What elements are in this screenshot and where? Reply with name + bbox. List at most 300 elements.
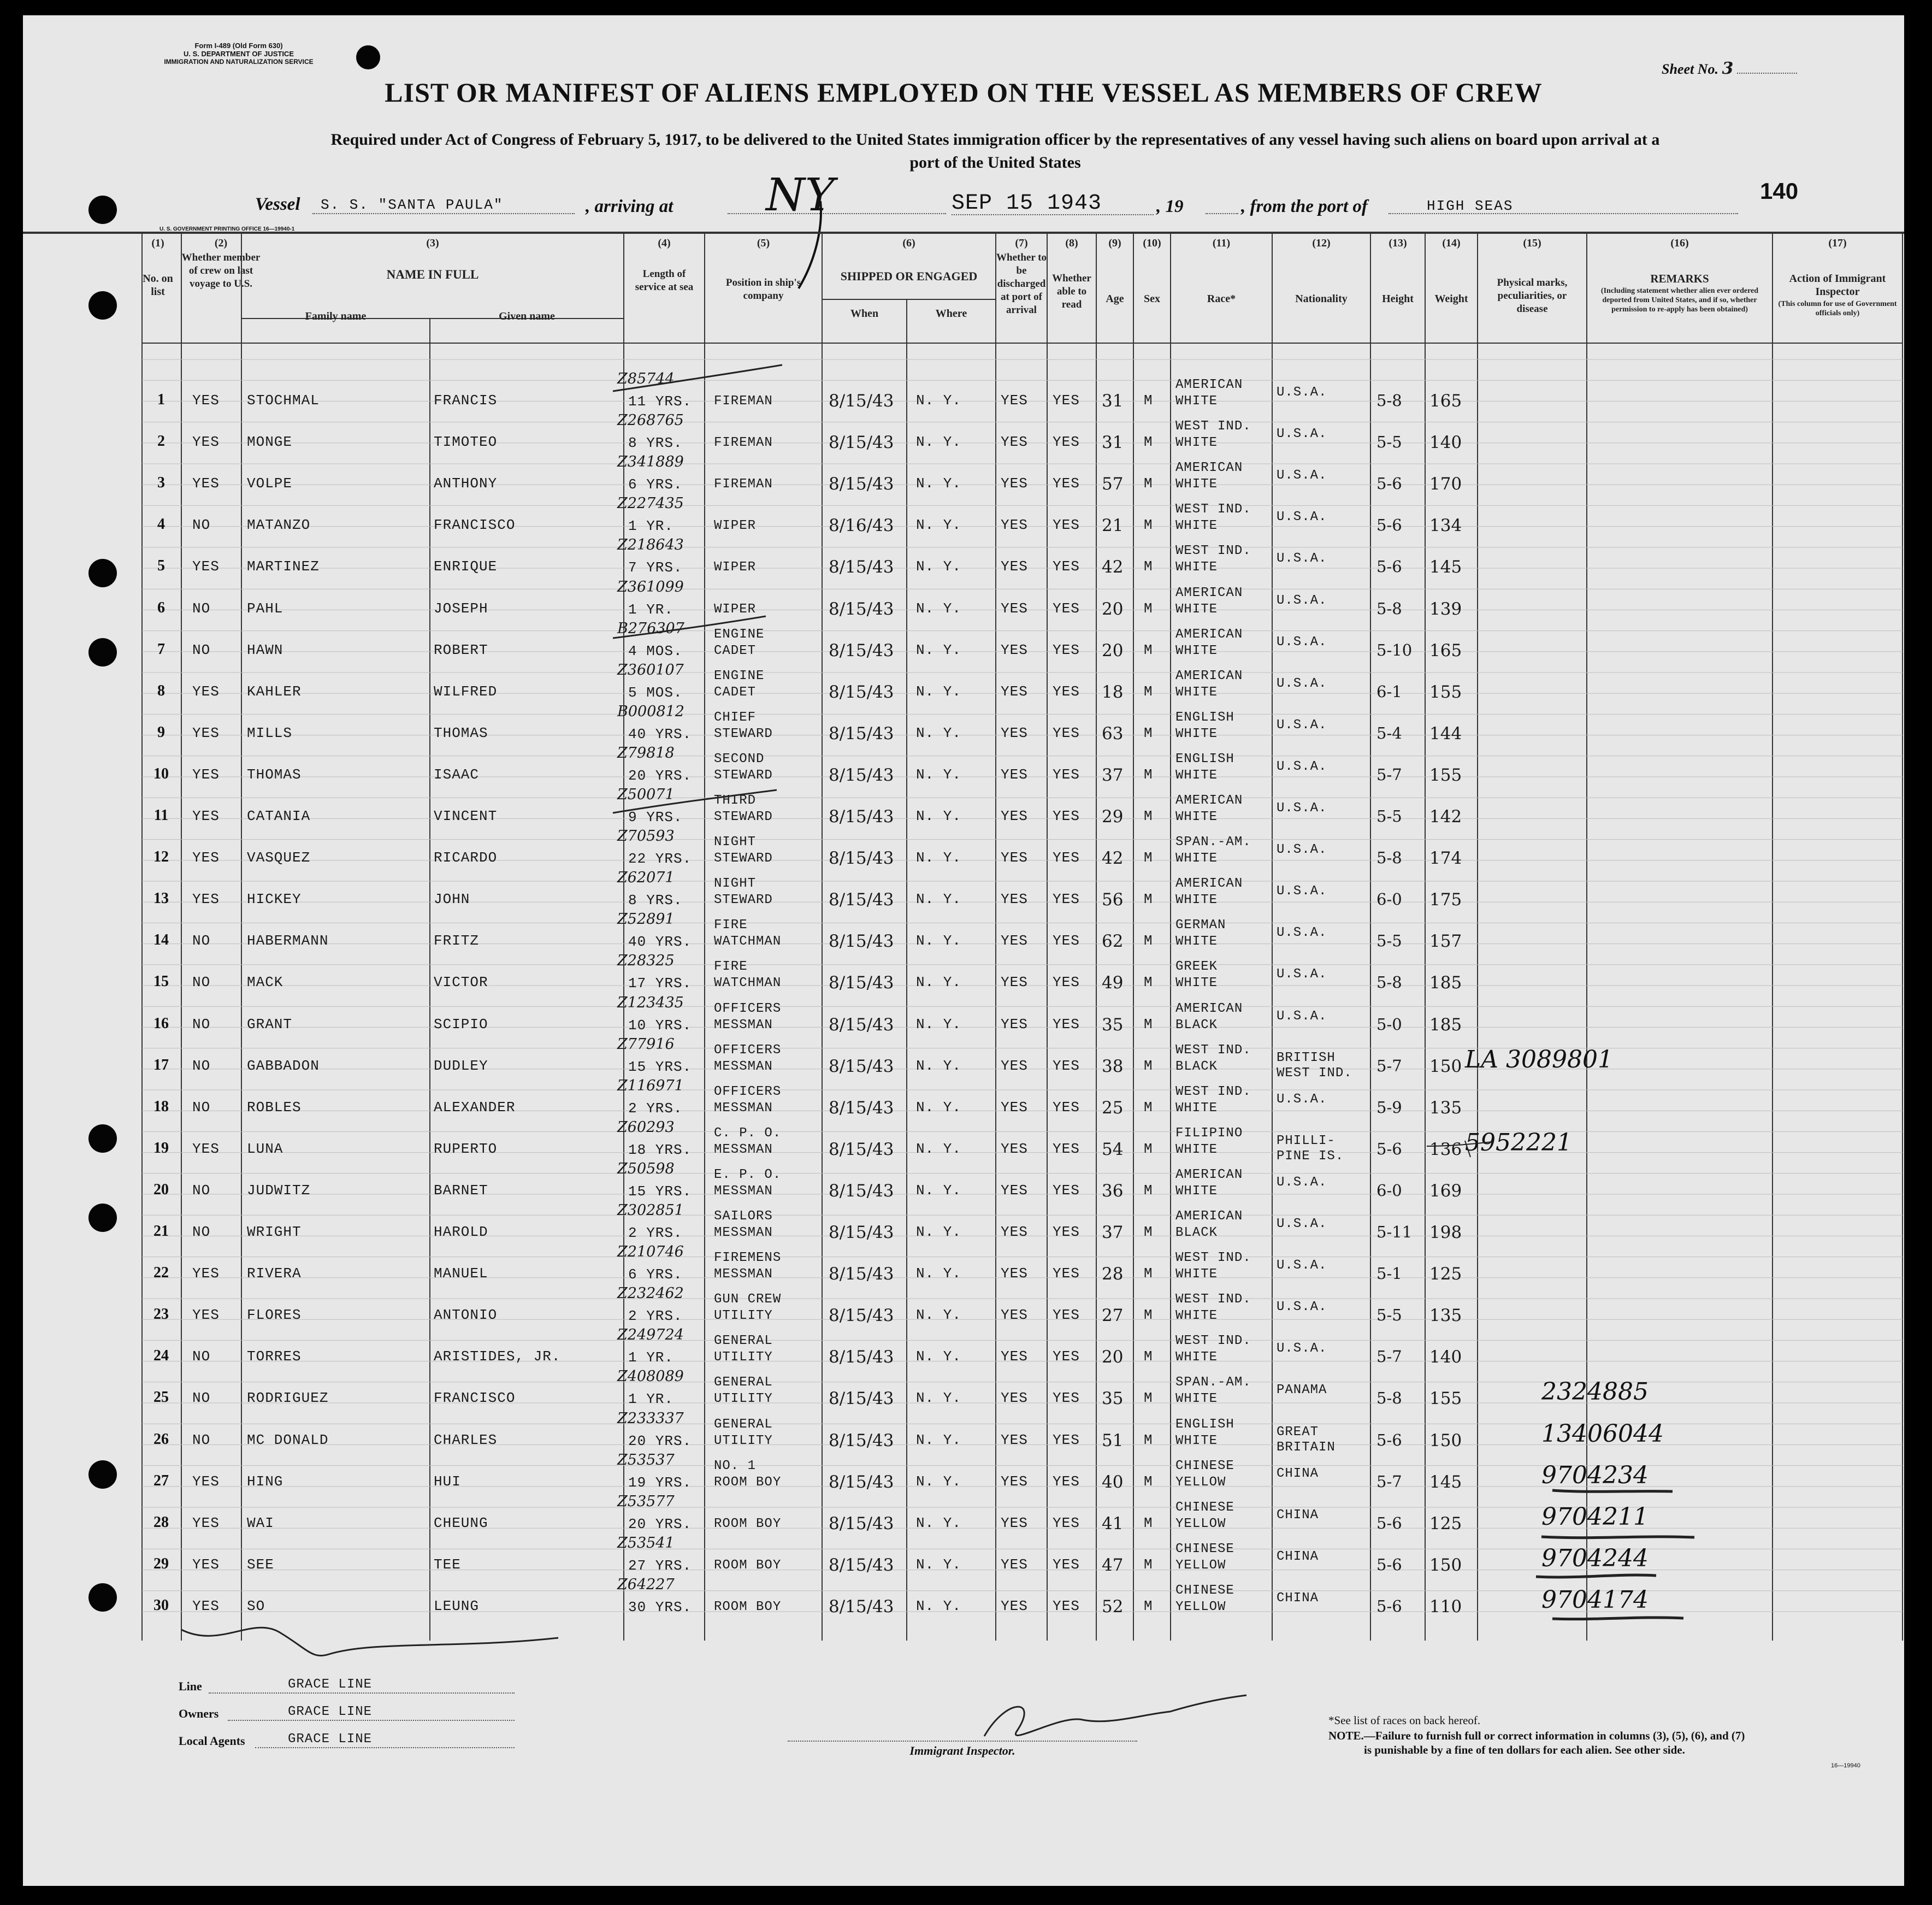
length-of-service: 40 YRS.: [628, 934, 692, 951]
nationality-line1: GREAT: [1277, 1424, 1319, 1440]
shipped-where: N. Y.: [916, 1431, 962, 1448]
given-name: CHARLES: [434, 1431, 498, 1448]
races-note: *See list of races on back hereof.: [1328, 1714, 1481, 1727]
given-name: FRANCISCO: [434, 1390, 516, 1407]
to-be-discharged: YES: [1001, 1057, 1028, 1074]
family-name: HABERMANN: [247, 933, 329, 949]
position-line2: WATCHMAN: [714, 976, 782, 991]
sex: M: [1144, 1016, 1153, 1033]
height: 5-11: [1376, 1223, 1413, 1241]
given-name: ROBERT: [434, 641, 488, 658]
position-line1: FIRE: [714, 918, 748, 933]
position-line2: MESSMAN: [714, 1267, 773, 1282]
given-name: CHEUNG: [434, 1514, 488, 1531]
nationality-line1: U.S.A.: [1277, 676, 1327, 691]
given-name: THOMAS: [434, 724, 488, 741]
height: 5-6: [1376, 1139, 1402, 1158]
position-line2: UTILITY: [714, 1308, 773, 1324]
local-agents-value: GRACE LINE: [288, 1732, 373, 1747]
race-line2: WHITE: [1175, 1350, 1218, 1365]
nationality-line1: CHINA: [1277, 1590, 1319, 1606]
row-number: 27: [153, 1472, 169, 1489]
shipped-when: 8/15/43: [829, 973, 894, 993]
to-be-discharged: YES: [1001, 558, 1028, 575]
length-of-service: 8 YRS.: [628, 435, 683, 452]
weight: 139: [1429, 599, 1462, 619]
race-line1: AMERICAN: [1175, 585, 1243, 600]
race-line2: WHITE: [1175, 768, 1218, 783]
able-to-read: YES: [1053, 1514, 1080, 1531]
sex: M: [1144, 1556, 1153, 1573]
position-line2: MESSMAN: [714, 1100, 773, 1116]
line-label: Line: [179, 1679, 202, 1693]
able-to-read: YES: [1053, 1057, 1080, 1074]
shipped-when: 8/15/43: [829, 433, 894, 453]
shipped-when: 8/15/43: [829, 1181, 894, 1201]
col1-number: (1): [151, 237, 164, 249]
shipped-when: 8/15/43: [829, 1015, 894, 1035]
nationality-line1: U.S.A.: [1277, 1217, 1327, 1231]
given-name: RUPERTO: [434, 1140, 498, 1157]
able-to-read: YES: [1053, 1348, 1080, 1365]
age: 20: [1102, 640, 1124, 660]
certificate-number: Z123435: [617, 994, 684, 1011]
shipped-where: N. Y.: [916, 392, 962, 409]
race-line2: BLACK: [1175, 1059, 1218, 1074]
position-line1: GUN CREW: [714, 1292, 782, 1307]
age: 40: [1102, 1472, 1124, 1492]
position-line1: NIGHT: [714, 835, 757, 850]
race-line2: WHITE: [1175, 518, 1218, 534]
race-line1: ENGLISH: [1175, 1417, 1234, 1432]
age: 42: [1102, 557, 1124, 577]
nationality-line1: U.S.A.: [1277, 551, 1327, 567]
given-name: ALEXANDER: [434, 1099, 516, 1116]
certificate-number: Z408089: [617, 1368, 684, 1385]
to-be-discharged: YES: [1001, 1099, 1028, 1116]
position-line2: WATCHMAN: [714, 934, 782, 949]
given-name: ENRIQUE: [434, 558, 498, 575]
shipped-when: 8/16/43: [829, 516, 894, 536]
given-name: FRITZ: [434, 933, 480, 949]
col16-subheader: (Including statement whether alien ever ordered deported from United States, and if so, whether permission to re-apply has been obtained): [1600, 287, 1759, 314]
position-line1: SAILORS: [714, 1209, 773, 1224]
col4-number: (4): [658, 237, 671, 249]
race-line1: AMERICAN: [1175, 668, 1243, 683]
row-number: 12: [153, 848, 169, 866]
position-line1: ENGINE: [714, 668, 765, 683]
race-line1: WEST IND.: [1175, 502, 1251, 517]
nationality-line1: U.S.A.: [1277, 593, 1327, 608]
shipped-when: 8/15/43: [829, 890, 894, 910]
height: 5-8: [1376, 973, 1402, 992]
length-of-service: 20 YRS.: [628, 767, 692, 784]
given-name: SCIPIO: [434, 1016, 488, 1033]
shipped-when: 8/15/43: [829, 765, 894, 785]
position-line2: WIPER: [714, 518, 757, 534]
length-of-service: 7 YRS.: [628, 559, 683, 576]
position-line1: FIRE: [714, 959, 748, 975]
certificate-number: Z64227: [617, 1576, 675, 1593]
nationality-line1: U.S.A.: [1277, 1258, 1327, 1273]
age: 41: [1102, 1513, 1124, 1534]
shipped-where: N. Y.: [916, 1514, 962, 1531]
sex: M: [1144, 808, 1153, 824]
row-number: 15: [153, 973, 169, 990]
remark-handwritten: 5952221: [1465, 1128, 1572, 1157]
shipped-when: 8/15/43: [829, 723, 894, 744]
col7-number: (7): [1015, 237, 1028, 249]
age: 35: [1102, 1015, 1124, 1035]
height: 5-7: [1376, 765, 1402, 784]
row-number: 16: [153, 1015, 169, 1032]
shipped-where: N. Y.: [916, 1473, 962, 1490]
given-name: LEUNG: [434, 1597, 480, 1614]
position-line2: FIREMAN: [714, 394, 773, 409]
given-name-header: Given name: [499, 310, 555, 322]
weight: 134: [1429, 516, 1462, 536]
weight: 157: [1429, 931, 1462, 952]
given-name: HUI: [434, 1473, 461, 1490]
row-number: 3: [157, 474, 165, 492]
family-name: KAHLER: [247, 683, 302, 700]
weight: 135: [1429, 1098, 1462, 1118]
certificate-number: Z232462: [617, 1285, 684, 1302]
length-of-service: 8 YRS.: [628, 892, 683, 909]
position-line1: GENERAL: [714, 1334, 773, 1349]
shipped-when: 8/15/43: [829, 931, 894, 952]
col17-number: (17): [1828, 237, 1847, 249]
able-to-read: YES: [1053, 850, 1080, 866]
page-title: LIST OR MANIFEST OF ALIENS EMPLOYED ON THE VESSEL AS MEMBERS OF CREW: [385, 77, 1543, 108]
family-name: PAHL: [247, 600, 283, 617]
race-line2: WHITE: [1175, 1100, 1218, 1116]
previous-voyage: YES: [192, 1140, 220, 1157]
position-line1: FIREMENS: [714, 1251, 782, 1266]
shipped-when: 8/15/43: [829, 1098, 894, 1118]
sex: M: [1144, 1390, 1153, 1407]
position-line1: OFFICERS: [714, 1042, 782, 1058]
length-of-service: 15 YRS.: [628, 1183, 692, 1200]
nationality-line2: BRITAIN: [1277, 1440, 1336, 1455]
to-be-discharged: YES: [1001, 1140, 1028, 1157]
race-line1: WEST IND.: [1175, 1292, 1251, 1307]
weight: 185: [1429, 1015, 1462, 1035]
given-name: VICTOR: [434, 974, 488, 991]
position-line1: ENGINE: [714, 627, 765, 642]
weight: 155: [1429, 1389, 1462, 1409]
weight: 198: [1429, 1223, 1462, 1242]
nationality-line1: U.S.A.: [1277, 1300, 1327, 1315]
certificate-number: Z249724: [617, 1326, 684, 1344]
position-line2: STEWARD: [714, 810, 773, 824]
age: 52: [1102, 1596, 1124, 1617]
age: 28: [1102, 1264, 1124, 1284]
race-line1: ENGLISH: [1175, 710, 1234, 725]
able-to-read: YES: [1053, 1473, 1080, 1490]
nationality-line1: U.S.A.: [1277, 717, 1327, 733]
nationality-line1: U.S.A.: [1277, 1008, 1327, 1024]
weight: 140: [1429, 1347, 1462, 1367]
given-name: ARISTIDES, JR.: [434, 1348, 561, 1365]
date-stamp: SEP 15 1943: [952, 191, 1102, 216]
length-of-service: 20 YRS.: [628, 1432, 692, 1449]
form-number: Form I-489 (Old Form 630): [194, 42, 283, 50]
to-be-discharged: YES: [1001, 1390, 1028, 1407]
age: 37: [1102, 1223, 1124, 1242]
race-line1: WEST IND.: [1175, 1042, 1251, 1058]
remark-handwritten: 2324885: [1541, 1378, 1649, 1406]
race-line2: WHITE: [1175, 685, 1218, 700]
to-be-discharged: YES: [1001, 808, 1028, 824]
shipped-when: 8/15/43: [829, 1306, 894, 1326]
weight: 140: [1429, 433, 1462, 453]
race-line2: WHITE: [1175, 1183, 1218, 1199]
nationality-line1: U.S.A.: [1277, 842, 1327, 858]
row-number: 25: [153, 1389, 169, 1406]
when-header: When: [850, 308, 879, 320]
shipped-where: N. Y.: [916, 1265, 962, 1282]
position-line1: C. P. O.: [714, 1125, 782, 1141]
position-line2: UTILITY: [714, 1433, 773, 1448]
row-number: 21: [153, 1223, 169, 1240]
family-name: MATANZO: [247, 517, 311, 534]
family-name: FLORES: [247, 1307, 302, 1324]
able-to-read: YES: [1053, 600, 1080, 617]
length-of-service: 27 YRS.: [628, 1557, 692, 1574]
sex: M: [1144, 1514, 1153, 1531]
sex: M: [1144, 641, 1153, 658]
weight: 169: [1429, 1181, 1462, 1201]
certificate-number: Z53537: [617, 1451, 675, 1468]
certificate-number: Z60293: [617, 1118, 675, 1136]
weight: 155: [1429, 765, 1462, 785]
to-be-discharged: YES: [1001, 1348, 1028, 1365]
row-number: 8: [157, 682, 165, 699]
age: 20: [1102, 599, 1124, 619]
length-of-service: 10 YRS.: [628, 1017, 692, 1034]
previous-voyage: NO: [192, 1057, 211, 1074]
given-name: JOHN: [434, 891, 470, 908]
sex: M: [1144, 558, 1153, 575]
previous-voyage: NO: [192, 1016, 211, 1033]
department-name: U. S. DEPARTMENT OF JUSTICE: [184, 50, 294, 58]
weight: 145: [1429, 557, 1462, 577]
family-name: RIVERA: [247, 1265, 302, 1282]
position-line2: MESSMAN: [714, 1059, 773, 1074]
previous-voyage: YES: [192, 475, 220, 492]
to-be-discharged: YES: [1001, 1016, 1028, 1033]
family-name: HICKEY: [247, 891, 302, 908]
row-number: 4: [157, 516, 165, 533]
sheet-number-value: 3: [1722, 59, 1734, 78]
sex: M: [1144, 1265, 1153, 1282]
arriving-label: , arriving at: [586, 197, 673, 216]
previous-voyage: NO: [192, 517, 211, 534]
sex: M: [1144, 1597, 1153, 1614]
previous-voyage: YES: [192, 766, 220, 783]
family-name: ROBLES: [247, 1099, 302, 1116]
family-name: HING: [247, 1473, 283, 1490]
col1-header: No. on list: [143, 273, 173, 298]
to-be-discharged: YES: [1001, 434, 1028, 451]
row-number: 2: [157, 433, 165, 450]
shipped-when: 8/15/43: [829, 1223, 894, 1242]
arriving-port-handwritten: NY: [766, 169, 835, 221]
year-label: , 19: [1156, 197, 1184, 216]
certificate-number: Z62071: [617, 869, 675, 887]
manifest-sheet: [23, 15, 1904, 1886]
certificate-number: Z53541: [617, 1534, 675, 1552]
col7-header: Whether to be discharged at port of arrival: [996, 252, 1047, 316]
page-subtitle: Required under Act of Congress of February 5, 1917, to be delivered to the United States immigration officer by the representatives of any vessel having such aliens on board upon arrival at a port of the United States: [330, 131, 1660, 172]
length-of-service: 1 YR.: [628, 601, 674, 618]
nationality-line1: U.S.A.: [1277, 801, 1327, 816]
family-name: LUNA: [247, 1140, 283, 1157]
family-name: MC DONALD: [247, 1431, 329, 1448]
col3-header: NAME IN FULL: [386, 268, 479, 281]
race-line2: WHITE: [1175, 394, 1218, 409]
shipped-when: 8/15/43: [829, 1139, 894, 1159]
nationality-line1: U.S.A.: [1277, 468, 1327, 483]
shipped-when: 8/15/43: [829, 1596, 894, 1617]
race-line2: YELLOW: [1175, 1558, 1226, 1573]
length-of-service: 30 YRS.: [628, 1599, 692, 1615]
position-line2: ROOM BOY: [714, 1558, 782, 1573]
certificate-number: Z302851: [617, 1202, 684, 1219]
nationality-line1: BRITISH: [1277, 1050, 1336, 1065]
height: 5-0: [1376, 1015, 1402, 1034]
length-of-service: 4 MOS.: [628, 642, 683, 659]
sex: M: [1144, 1348, 1153, 1365]
certificate-number: Z50071: [617, 786, 675, 803]
nationality-line1: U.S.A.: [1277, 967, 1327, 982]
shipped-where: N. Y.: [916, 475, 962, 492]
race-line2: YELLOW: [1175, 1516, 1226, 1531]
sex: M: [1144, 933, 1153, 949]
to-be-discharged: YES: [1001, 475, 1028, 492]
position-line2: ROOM BOY: [714, 1516, 782, 1531]
length-of-service: 19 YRS.: [628, 1474, 692, 1491]
age: 51: [1102, 1430, 1124, 1450]
race-line2: WHITE: [1175, 435, 1218, 451]
race-line2: WHITE: [1175, 1391, 1218, 1407]
shipped-when: 8/15/43: [829, 474, 894, 494]
col6-number: (6): [902, 237, 915, 249]
shipped-when: 8/15/43: [829, 640, 894, 660]
shipped-where: N. Y.: [916, 1099, 962, 1116]
weight: 142: [1429, 807, 1462, 827]
family-name: VOLPE: [247, 475, 293, 492]
nationality-line1: U.S.A.: [1277, 759, 1327, 774]
shipped-where: N. Y.: [916, 558, 962, 575]
given-name: MANUEL: [434, 1265, 488, 1282]
col2-number: (2): [214, 237, 228, 249]
weight: 135: [1429, 1306, 1462, 1326]
previous-voyage: NO: [192, 641, 211, 658]
shipped-where: N. Y.: [916, 766, 962, 783]
position-line1: OFFICERS: [714, 1084, 782, 1099]
col13-header: Height: [1382, 293, 1414, 305]
col4-header: Length of service at sea: [635, 268, 694, 293]
height: 5-4: [1376, 723, 1402, 742]
shipped-when: 8/15/43: [829, 1056, 894, 1076]
weight: 150: [1429, 1430, 1462, 1450]
sex: M: [1144, 1224, 1153, 1240]
col12-number: (12): [1312, 237, 1331, 249]
race-line2: YELLOW: [1175, 1475, 1226, 1490]
nationality-line2: WEST IND.: [1277, 1065, 1352, 1081]
weight: 125: [1429, 1264, 1462, 1284]
length-of-service: 6 YRS.: [628, 476, 683, 493]
given-name: BARNET: [434, 1182, 488, 1199]
col12-header: Nationality: [1295, 293, 1348, 305]
family-name: SEE: [247, 1556, 274, 1573]
length-of-service: 11 YRS.: [628, 393, 692, 410]
nationality-line1: U.S.A.: [1277, 1175, 1327, 1190]
certificate-number: Z79818: [617, 744, 675, 762]
row-number: 19: [153, 1139, 169, 1157]
col15-header: Physical marks, peculiarities, or disease: [1497, 277, 1568, 315]
shipped-where: N. Y.: [916, 1597, 962, 1614]
able-to-read: YES: [1053, 1265, 1080, 1282]
able-to-read: YES: [1053, 1597, 1080, 1614]
row-number: 26: [153, 1430, 169, 1448]
previous-voyage: YES: [192, 1514, 220, 1531]
row-number: 30: [153, 1596, 169, 1614]
previous-voyage: YES: [192, 392, 220, 409]
race-line1: CHINESE: [1175, 1583, 1234, 1598]
to-be-discharged: YES: [1001, 1265, 1028, 1282]
certificate-number: Z218643: [617, 536, 684, 554]
height: 5-6: [1376, 516, 1402, 535]
length-of-service: 17 YRS.: [628, 975, 692, 992]
to-be-discharged: YES: [1001, 600, 1028, 617]
race-line2: WHITE: [1175, 851, 1218, 866]
to-be-discharged: YES: [1001, 1224, 1028, 1240]
row-number: 13: [153, 890, 169, 907]
age: 54: [1102, 1139, 1124, 1159]
height: 5-8: [1376, 848, 1402, 868]
shipped-when: 8/15/43: [829, 682, 894, 702]
position-line2: UTILITY: [714, 1391, 773, 1407]
col5-header: Position in ship's company: [725, 277, 801, 302]
col8-number: (8): [1065, 237, 1078, 249]
height: 5-7: [1376, 1347, 1402, 1366]
sex: M: [1144, 1182, 1153, 1199]
length-of-service: 9 YRS.: [628, 809, 683, 825]
race-line1: AMERICAN: [1175, 1167, 1243, 1182]
previous-voyage: YES: [192, 1597, 220, 1614]
age: 42: [1102, 848, 1124, 869]
certificate-number: Z233337: [617, 1409, 684, 1427]
col14-header: Weight: [1434, 293, 1468, 305]
race-line1: AMERICAN: [1175, 793, 1243, 808]
sex: M: [1144, 1473, 1153, 1490]
nationality-line1: U.S.A.: [1277, 510, 1327, 525]
race-line2: BLACK: [1175, 1225, 1218, 1240]
nationality-line1: U.S.A.: [1277, 385, 1327, 400]
race-line1: AMERICAN: [1175, 876, 1243, 892]
height: 5-10: [1376, 640, 1413, 659]
shipped-where: N. Y.: [916, 1556, 962, 1573]
family-name: RODRIGUEZ: [247, 1390, 329, 1407]
age: 29: [1102, 807, 1124, 827]
age: 18: [1102, 682, 1124, 702]
from-port-value: HIGH SEAS: [1427, 198, 1514, 214]
able-to-read: YES: [1053, 1224, 1080, 1240]
age: 25: [1102, 1098, 1124, 1118]
